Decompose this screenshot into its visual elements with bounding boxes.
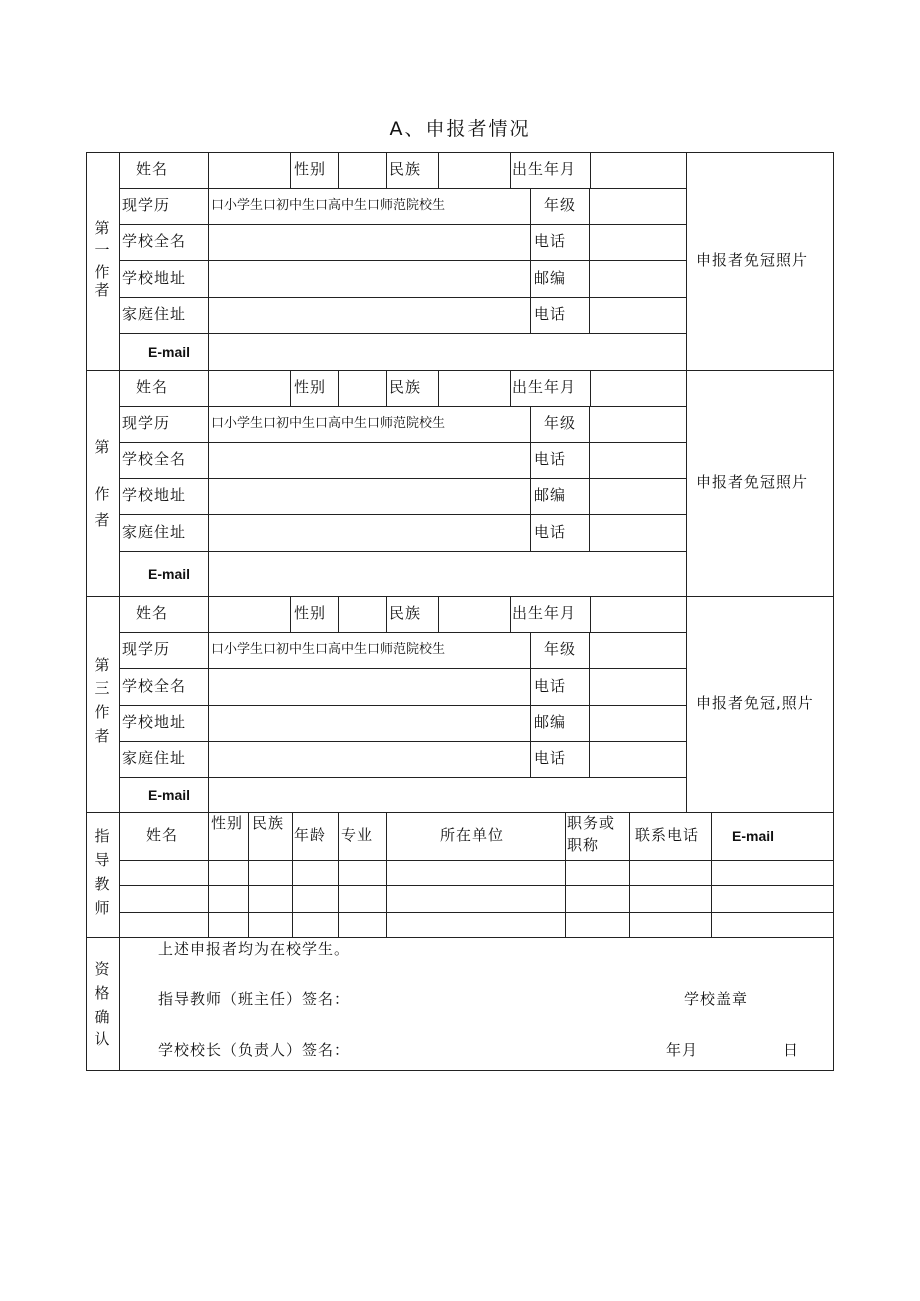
grid-line bbox=[119, 188, 686, 189]
grid-line bbox=[208, 705, 209, 741]
grid-line bbox=[208, 777, 209, 812]
grid-line bbox=[208, 152, 209, 188]
grid-line bbox=[590, 152, 591, 188]
label-school-address: 学校地址 bbox=[122, 268, 187, 287]
grid-line bbox=[86, 152, 834, 153]
date-day-label: 日 bbox=[783, 1041, 800, 1059]
grid-line bbox=[686, 152, 687, 370]
grid-line bbox=[530, 705, 531, 741]
label-grade: 年级 bbox=[544, 414, 577, 432]
grid-line bbox=[208, 812, 209, 937]
section-label-char: 认 bbox=[94, 1030, 110, 1048]
grid-line bbox=[290, 596, 291, 632]
label-education: 现学历 bbox=[122, 196, 171, 214]
section-label-char: 三 bbox=[94, 679, 110, 697]
section-label-char: 第 bbox=[94, 219, 110, 237]
section-label-char: 第 bbox=[94, 656, 110, 674]
date-year-month-label: 年月 bbox=[666, 1041, 699, 1059]
grid-line bbox=[119, 912, 834, 913]
label-birth-date: 出生年月 bbox=[512, 378, 577, 396]
section-label-char: 作 bbox=[94, 263, 110, 281]
grid-line bbox=[530, 478, 531, 514]
grid-line bbox=[119, 333, 686, 334]
grid-line bbox=[86, 1070, 834, 1071]
grid-line bbox=[290, 152, 291, 188]
label-phone: 电话 bbox=[534, 450, 567, 468]
qualification-statement: 上述申报者均为在校学生。 bbox=[158, 940, 351, 958]
grid-line bbox=[119, 224, 686, 225]
grid-line bbox=[86, 152, 87, 1071]
label-home-phone: 电话 bbox=[534, 305, 567, 323]
grid-line bbox=[86, 370, 834, 371]
header-ethnicity: 民族 bbox=[252, 814, 285, 832]
section-label-char: 指 bbox=[94, 827, 110, 845]
grid-line bbox=[686, 370, 687, 596]
label-email: E-mail bbox=[148, 343, 191, 360]
grid-line bbox=[590, 370, 591, 406]
label-school-address: 学校地址 bbox=[122, 486, 187, 504]
grid-line bbox=[530, 406, 531, 442]
label-education: 现学历 bbox=[122, 640, 171, 658]
label-grade: 年级 bbox=[544, 640, 577, 658]
header-email: E-mail bbox=[732, 828, 775, 844]
grid-line bbox=[338, 812, 339, 937]
grid-line bbox=[530, 442, 531, 478]
section-label-char: 作 bbox=[94, 485, 110, 503]
grid-line bbox=[589, 224, 590, 260]
grid-line bbox=[530, 260, 531, 297]
grid-line bbox=[530, 514, 531, 551]
grid-line bbox=[119, 152, 120, 1071]
section-label-char: 第 bbox=[94, 438, 110, 456]
grid-line bbox=[386, 812, 387, 937]
grid-line bbox=[711, 812, 712, 937]
grid-line bbox=[208, 442, 209, 478]
grid-line bbox=[589, 514, 590, 551]
label-name: 姓名 bbox=[136, 604, 169, 622]
grid-line bbox=[208, 260, 209, 297]
education-options: 口小学生口初中生口高中生口师范院校生 bbox=[211, 198, 446, 213]
section-label-char: 作 bbox=[94, 703, 110, 721]
grid-line bbox=[438, 370, 439, 406]
section-label-char: 资 bbox=[94, 960, 110, 978]
label-phone: 电话 bbox=[534, 232, 567, 250]
principal-signature-label: 学校校长（负责人）签名： bbox=[158, 1041, 351, 1059]
label-postcode: 邮编 bbox=[534, 713, 567, 731]
label-birth-date: 出生年月 bbox=[512, 604, 577, 622]
header-name: 姓名 bbox=[146, 826, 179, 844]
header-gender: 性别 bbox=[211, 814, 244, 832]
label-email: E-mail bbox=[148, 565, 191, 582]
label-school-name: 学校全名 bbox=[122, 450, 187, 468]
label-ethnicity: 民族 bbox=[389, 160, 422, 178]
grid-line bbox=[119, 777, 686, 778]
grid-line bbox=[208, 333, 209, 370]
grid-line bbox=[119, 741, 686, 742]
grid-line bbox=[530, 188, 531, 224]
grid-line bbox=[119, 705, 686, 706]
grid-line bbox=[86, 812, 834, 813]
grid-line bbox=[589, 668, 590, 705]
grid-line bbox=[119, 406, 686, 407]
grid-line bbox=[338, 152, 339, 188]
grid-line bbox=[386, 152, 387, 188]
grid-line bbox=[510, 596, 511, 632]
label-home-address: 家庭住址 bbox=[122, 749, 187, 767]
grid-line bbox=[686, 596, 687, 812]
label-gender: 性别 bbox=[294, 378, 327, 396]
label-postcode: 邮编 bbox=[534, 268, 567, 287]
grid-line bbox=[510, 152, 511, 188]
label-school-address: 学校地址 bbox=[122, 713, 187, 731]
grid-line bbox=[208, 224, 209, 260]
section-label-char: 导 bbox=[94, 851, 110, 869]
grid-line bbox=[530, 632, 531, 668]
header-title-line1: 职务或 bbox=[567, 814, 616, 832]
label-grade: 年级 bbox=[544, 196, 577, 214]
photo-placeholder-label: 申报者免冠照片 bbox=[696, 473, 809, 491]
grid-line bbox=[119, 551, 686, 552]
photo-placeholder-label: 申报者免冠,照片 bbox=[696, 694, 814, 712]
grid-line bbox=[530, 297, 531, 333]
grid-line bbox=[589, 741, 590, 777]
grid-line bbox=[290, 370, 291, 406]
education-options: 口小学生口初中生口高中生口师范院校生 bbox=[211, 416, 446, 431]
grid-line bbox=[530, 668, 531, 705]
grid-line bbox=[530, 224, 531, 260]
grid-line bbox=[86, 937, 834, 938]
grid-line bbox=[119, 885, 834, 886]
label-name: 姓名 bbox=[136, 378, 169, 396]
grid-line bbox=[119, 297, 686, 298]
grid-line bbox=[208, 478, 209, 514]
grid-line bbox=[438, 596, 439, 632]
grid-line bbox=[589, 705, 590, 741]
grid-line bbox=[208, 596, 209, 632]
grid-line bbox=[248, 812, 249, 937]
grid-line bbox=[119, 668, 686, 669]
grid-line bbox=[208, 406, 209, 442]
grid-line bbox=[119, 442, 686, 443]
label-home-address: 家庭住址 bbox=[122, 305, 187, 323]
teacher-signature-label: 指导教师（班主任）签名： bbox=[158, 990, 351, 1008]
grid-line bbox=[338, 596, 339, 632]
grid-line bbox=[510, 370, 511, 406]
grid-line bbox=[292, 812, 293, 937]
grid-line bbox=[589, 297, 590, 333]
label-name: 姓名 bbox=[136, 160, 169, 178]
grid-line bbox=[208, 551, 209, 596]
header-phone: 联系电话 bbox=[635, 826, 700, 844]
grid-line bbox=[386, 370, 387, 406]
school-seal-label: 学校盖章 bbox=[684, 990, 749, 1008]
grid-line bbox=[438, 152, 439, 188]
section-label-char: 教 bbox=[94, 875, 110, 893]
section-label-char: 一 bbox=[94, 241, 110, 259]
label-school-name: 学校全名 bbox=[122, 232, 187, 250]
label-gender: 性别 bbox=[294, 604, 327, 622]
photo-placeholder-label: 申报者免冠照片 bbox=[696, 251, 809, 269]
header-major: 专业 bbox=[341, 826, 374, 844]
grid-line bbox=[119, 478, 686, 479]
grid-line bbox=[86, 596, 834, 597]
label-school-name: 学校全名 bbox=[122, 676, 187, 695]
label-gender: 性别 bbox=[294, 160, 327, 178]
grid-line bbox=[589, 406, 590, 442]
grid-line bbox=[208, 741, 209, 777]
label-ethnicity: 民族 bbox=[389, 604, 422, 622]
grid-line bbox=[565, 812, 566, 937]
grid-line bbox=[589, 632, 590, 668]
section-label-char: 师 bbox=[94, 899, 110, 917]
section-label-char: 者 bbox=[94, 727, 110, 745]
header-title-line2: 职称 bbox=[567, 836, 600, 854]
grid-line bbox=[208, 370, 209, 406]
label-postcode: 邮编 bbox=[534, 486, 567, 504]
section-label-char: 者 bbox=[94, 281, 110, 299]
education-options: 口小学生口初中生口高中生口师范院校生 bbox=[211, 642, 446, 657]
grid-line bbox=[629, 812, 630, 937]
label-home-address: 家庭住址 bbox=[122, 522, 187, 541]
grid-line bbox=[119, 260, 686, 261]
application-form-table bbox=[86, 152, 834, 1071]
grid-line bbox=[386, 596, 387, 632]
grid-line bbox=[119, 860, 834, 861]
grid-line bbox=[530, 741, 531, 777]
grid-line bbox=[208, 632, 209, 668]
label-ethnicity: 民族 bbox=[389, 378, 422, 396]
grid-line bbox=[208, 514, 209, 551]
grid-line bbox=[590, 596, 591, 632]
section-label-char: 格 bbox=[94, 984, 110, 1002]
grid-line bbox=[338, 370, 339, 406]
grid-line bbox=[208, 297, 209, 333]
grid-line bbox=[589, 260, 590, 297]
label-home-phone: 电话 bbox=[534, 522, 567, 541]
header-age: 年龄 bbox=[294, 826, 327, 844]
label-phone: 电话 bbox=[534, 676, 567, 695]
page-title: A、申报者情况 bbox=[389, 118, 531, 140]
header-unit: 所在单位 bbox=[440, 826, 505, 844]
grid-line bbox=[589, 188, 590, 224]
grid-line bbox=[208, 668, 209, 705]
grid-line bbox=[119, 514, 686, 515]
label-home-phone: 电话 bbox=[534, 749, 567, 767]
section-label-char: 确 bbox=[94, 1008, 110, 1026]
grid-line bbox=[589, 442, 590, 478]
section-label-char: 者 bbox=[94, 511, 110, 529]
label-birth-date: 出生年月 bbox=[512, 160, 577, 178]
grid-line bbox=[833, 152, 834, 1071]
label-email: E-mail bbox=[148, 786, 191, 803]
label-education: 现学历 bbox=[122, 414, 171, 432]
grid-line bbox=[208, 188, 209, 224]
grid-line bbox=[589, 478, 590, 514]
grid-line bbox=[119, 632, 686, 633]
